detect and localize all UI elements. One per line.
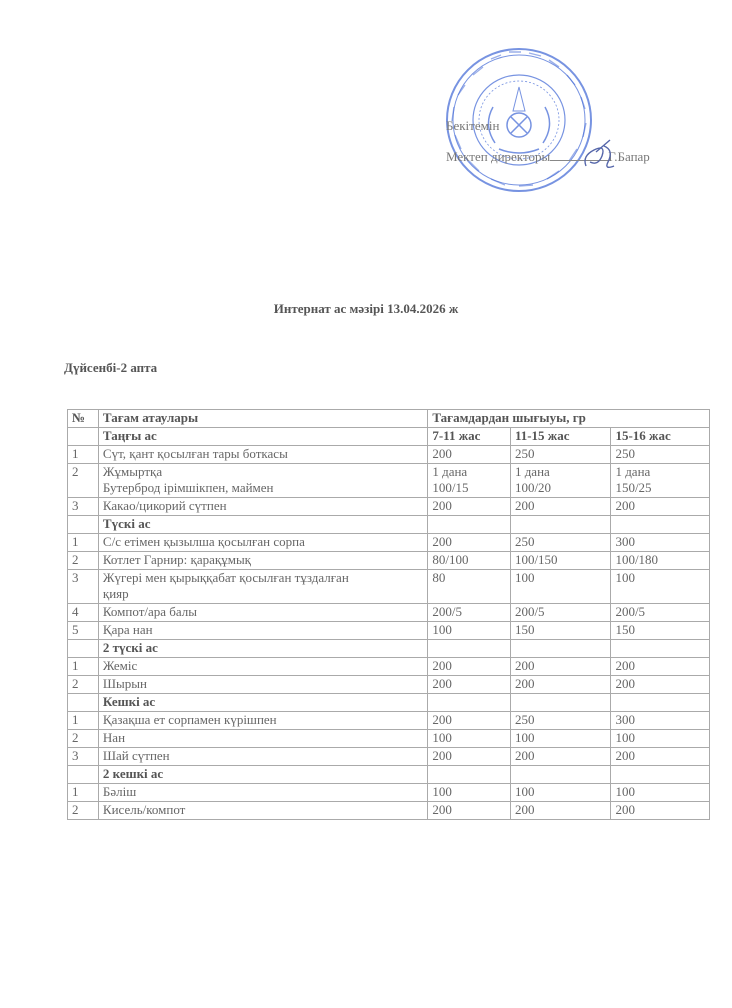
portion-value: 100/180 xyxy=(615,552,659,567)
handwritten-signature xyxy=(580,136,624,174)
portion-value-cell xyxy=(510,552,611,570)
portion-value-cell xyxy=(428,498,511,516)
portion-value-cell xyxy=(611,552,710,570)
portion-value: 1 дана xyxy=(514,464,550,479)
portion-value: 300 xyxy=(615,712,635,727)
portion-value-cell xyxy=(510,464,611,498)
row-number: 2 xyxy=(68,802,99,820)
dish-name: Шырын xyxy=(102,676,147,691)
empty-cell xyxy=(510,694,611,712)
portion-value: 200 xyxy=(432,658,452,673)
empty-cell xyxy=(611,516,710,534)
portion-value: 100 xyxy=(432,622,452,637)
table-row xyxy=(68,676,710,694)
portion-value-cell xyxy=(428,676,511,694)
portion-value: 100 xyxy=(514,730,535,745)
portion-value-line2: 100/20 xyxy=(514,480,552,495)
portion-value-cell xyxy=(428,570,511,604)
portion-value: 100 xyxy=(432,784,452,799)
table-row xyxy=(68,604,710,622)
document-title: Интернат ас мәзірі 13.04.2026 ж xyxy=(273,301,459,316)
empty-cell xyxy=(428,640,511,658)
section-row xyxy=(68,694,710,712)
portion-value-cell xyxy=(510,784,611,802)
portion-value: 100 xyxy=(432,730,452,745)
row-number: 1 xyxy=(68,712,99,730)
portion-value: 200 xyxy=(514,658,535,673)
dish-name-cell xyxy=(98,464,427,498)
table-row xyxy=(68,446,710,464)
dish-name-cell xyxy=(98,748,427,766)
portion-value-cell xyxy=(611,784,710,802)
row-number: 2 xyxy=(68,552,99,570)
portion-value-cell xyxy=(510,658,611,676)
portion-value: 250 xyxy=(514,446,535,461)
portion-value: 200 xyxy=(514,748,535,763)
portion-value: 200 xyxy=(432,748,452,763)
portion-value-line2: 100/15 xyxy=(432,480,469,495)
dish-name-cell xyxy=(98,622,427,640)
portion-value-cell xyxy=(510,676,611,694)
section-title: 2 түскі ас xyxy=(98,640,427,658)
portion-value: 100 xyxy=(514,570,535,585)
portion-value-cell xyxy=(510,712,611,730)
empty-cell xyxy=(428,516,511,534)
portion-value-cell xyxy=(428,658,511,676)
portion-value: 200 xyxy=(432,534,452,549)
portion-value: 200 xyxy=(432,446,452,461)
row-number: 2 xyxy=(68,676,99,694)
portion-value: 150 xyxy=(514,622,535,637)
portion-value-cell xyxy=(611,534,710,552)
portion-value: 80 xyxy=(432,570,446,585)
table-row xyxy=(68,498,710,516)
section-num-cell xyxy=(68,766,99,784)
empty-cell xyxy=(611,694,710,712)
portion-value: 150 xyxy=(615,622,635,637)
portion-value-cell xyxy=(611,730,710,748)
portion-value: 1 дана xyxy=(432,464,468,479)
dish-name: С/с етімен қызылша қосылған сорпа xyxy=(102,534,305,549)
portion-value-cell xyxy=(611,570,710,604)
portion-value-cell xyxy=(611,464,710,498)
portion-value-line2: 150/25 xyxy=(615,480,652,495)
portion-value: 200/5 xyxy=(615,604,646,619)
dish-name-cell xyxy=(98,730,427,748)
row-number: 3 xyxy=(68,570,99,604)
portion-value-cell xyxy=(611,658,710,676)
dish-name-cell xyxy=(98,570,427,604)
header-num: № xyxy=(68,410,99,428)
row-number: 1 xyxy=(68,446,99,464)
director-label: Мектеп директоры xyxy=(446,149,551,164)
portion-value-cell xyxy=(611,748,710,766)
portion-value: 250 xyxy=(615,446,635,461)
dish-name: Қара нан xyxy=(102,622,153,637)
row-number: 2 xyxy=(68,464,99,498)
dish-name-cell xyxy=(98,498,427,516)
age-group-header: 15-16 жас xyxy=(611,428,710,446)
section-num-cell xyxy=(68,428,99,446)
dish-name: Жүгері мен қырыққабат қосылған тұздалған xyxy=(102,570,349,585)
age-group-header: 11-15 жас xyxy=(510,428,611,446)
portion-value: 100 xyxy=(615,730,635,745)
table-row xyxy=(68,730,710,748)
row-number: 3 xyxy=(68,498,99,516)
portion-value: 200 xyxy=(432,802,452,817)
portion-value: 100/150 xyxy=(514,552,558,567)
header-yield: Тағамдардан шығыуы, гр xyxy=(428,410,710,428)
section-num-cell xyxy=(68,640,99,658)
document-subtitle: Дүйсенбі-2 апта xyxy=(64,360,158,375)
portion-value: 250 xyxy=(514,534,535,549)
empty-cell xyxy=(611,640,710,658)
portion-value-cell xyxy=(611,622,710,640)
dish-name-cell xyxy=(98,446,427,464)
portion-value: 200 xyxy=(615,748,635,763)
age-group-header: 7-11 жас xyxy=(428,428,511,446)
empty-cell xyxy=(510,766,611,784)
row-number: 1 xyxy=(68,784,99,802)
menu-table xyxy=(67,409,710,820)
portion-value: 200 xyxy=(615,658,635,673)
portion-value-cell xyxy=(510,604,611,622)
portion-value-cell xyxy=(428,552,511,570)
portion-value-cell xyxy=(510,622,611,640)
table-row xyxy=(68,570,710,604)
table-row xyxy=(68,622,710,640)
dish-name: Сүт, қант қосылған тары боткасы xyxy=(102,446,288,461)
dish-name-cell xyxy=(98,604,427,622)
portion-value: 200/5 xyxy=(432,604,462,619)
table-row xyxy=(68,712,710,730)
dish-name: Шай сүтпен xyxy=(102,748,170,763)
portion-value-cell xyxy=(510,446,611,464)
portion-value: 200 xyxy=(615,802,635,817)
dish-name-cell xyxy=(98,784,427,802)
portion-value-cell xyxy=(611,712,710,730)
portion-value-cell xyxy=(611,446,710,464)
dish-name-cell xyxy=(98,534,427,552)
portion-value-cell xyxy=(428,446,511,464)
table-header-row xyxy=(68,410,710,428)
portion-value-cell xyxy=(428,784,511,802)
dish-name-cell xyxy=(98,712,427,730)
dish-name: Котлет Гарнир: қарақұмық xyxy=(102,552,251,567)
portion-value: 200 xyxy=(432,498,452,513)
empty-cell xyxy=(428,694,511,712)
portion-value-cell xyxy=(510,498,611,516)
portion-value-cell xyxy=(611,604,710,622)
row-number: 5 xyxy=(68,622,99,640)
section-row xyxy=(68,640,710,658)
dish-name-cell xyxy=(98,802,427,820)
table-row xyxy=(68,748,710,766)
approved-label: Бекітемін xyxy=(446,118,500,133)
portion-value: 1 дана xyxy=(615,464,651,479)
portion-value-cell xyxy=(510,730,611,748)
table-row xyxy=(68,658,710,676)
table-row xyxy=(68,784,710,802)
portion-value: 200 xyxy=(432,712,452,727)
portion-value: 200 xyxy=(615,498,635,513)
portion-value: 200 xyxy=(514,498,535,513)
section-row xyxy=(68,766,710,784)
dish-name: Бәліш xyxy=(102,784,137,799)
empty-cell xyxy=(510,640,611,658)
portion-value: 100 xyxy=(514,784,535,799)
portion-value-cell xyxy=(510,534,611,552)
portion-value-cell xyxy=(428,712,511,730)
portion-value: 200 xyxy=(514,676,535,691)
row-number: 3 xyxy=(68,748,99,766)
dish-name: Компот/ара балы xyxy=(102,604,197,619)
empty-cell xyxy=(510,516,611,534)
row-number: 1 xyxy=(68,534,99,552)
dish-name-line2: Бутерброд ірімшікпен, маймен xyxy=(102,480,274,495)
portion-value-cell xyxy=(428,622,511,640)
portion-value: 200/5 xyxy=(514,604,545,619)
section-title: Түскі ас xyxy=(98,516,427,534)
table-row xyxy=(68,802,710,820)
portion-value: 80/100 xyxy=(432,552,469,567)
portion-value-cell xyxy=(611,498,710,516)
portion-value-cell xyxy=(428,604,511,622)
section-num-cell xyxy=(68,694,99,712)
row-number: 4 xyxy=(68,604,99,622)
section-title: Таңғы ас xyxy=(98,428,427,446)
dish-name: Қазақша ет сорпамен күрішпен xyxy=(102,712,277,727)
dish-name-cell xyxy=(98,552,427,570)
section-row xyxy=(68,428,710,446)
section-title: 2 кешкі ас xyxy=(98,766,427,784)
section-title: Кешкі ас xyxy=(98,694,427,712)
portion-value-cell xyxy=(428,464,511,498)
portion-value-cell xyxy=(510,570,611,604)
dish-name: Жеміс xyxy=(102,658,138,673)
portion-value-cell xyxy=(510,748,611,766)
portion-value-cell xyxy=(510,802,611,820)
dish-name-cell xyxy=(98,658,427,676)
dish-name: Какао/цикорий сүтпен xyxy=(102,498,227,513)
row-number: 2 xyxy=(68,730,99,748)
portion-value: 200 xyxy=(615,676,635,691)
table-row xyxy=(68,464,710,498)
portion-value: 100 xyxy=(615,570,635,585)
portion-value-cell xyxy=(428,730,511,748)
dish-name: Кисель/компот xyxy=(102,802,186,817)
portion-value: 250 xyxy=(514,712,535,727)
portion-value-cell xyxy=(611,802,710,820)
header-name: Тағам атаулары xyxy=(98,410,427,428)
portion-value: 100 xyxy=(615,784,635,799)
section-row xyxy=(68,516,710,534)
table-row xyxy=(68,534,710,552)
portion-value-cell xyxy=(428,748,511,766)
dish-name: Жұмыртқа xyxy=(102,464,163,479)
portion-value-cell xyxy=(428,802,511,820)
dish-name-cell xyxy=(98,676,427,694)
empty-cell xyxy=(611,766,710,784)
portion-value-cell xyxy=(611,676,710,694)
director-name: Г.Бапар xyxy=(608,149,650,164)
section-num-cell xyxy=(68,516,99,534)
row-number: 1 xyxy=(68,658,99,676)
portion-value: 200 xyxy=(514,802,535,817)
dish-name-line2: қияр xyxy=(102,586,129,601)
portion-value-cell xyxy=(428,534,511,552)
table-row xyxy=(68,552,710,570)
portion-value: 300 xyxy=(615,534,635,549)
empty-cell xyxy=(428,766,511,784)
portion-value: 200 xyxy=(432,676,452,691)
dish-name: Нан xyxy=(102,730,126,745)
